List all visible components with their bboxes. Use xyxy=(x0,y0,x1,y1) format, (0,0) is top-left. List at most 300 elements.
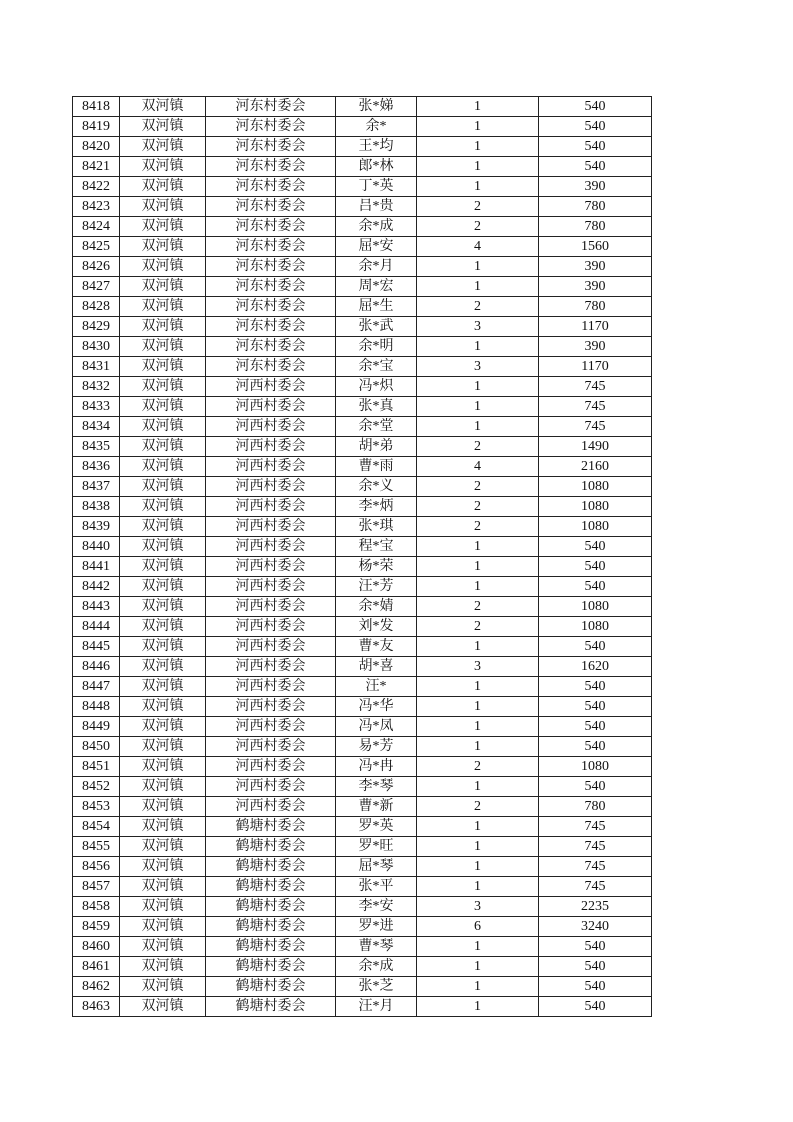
person-name-cell: 余*义 xyxy=(336,477,417,497)
row-number-cell: 8433 xyxy=(73,397,120,417)
village-committee-cell: 河西村委会 xyxy=(206,797,336,817)
town-cell: 双河镇 xyxy=(120,257,206,277)
town-cell: 双河镇 xyxy=(120,677,206,697)
household-count-cell: 1 xyxy=(417,957,539,977)
row-number-cell: 8453 xyxy=(73,797,120,817)
row-number-cell: 8443 xyxy=(73,597,120,617)
table-row xyxy=(73,377,652,397)
household-count-cell: 1 xyxy=(417,557,539,577)
row-number-cell: 8428 xyxy=(73,297,120,317)
amount-cell: 540 xyxy=(539,737,652,757)
row-number-cell: 8436 xyxy=(73,457,120,477)
village-committee-cell: 河东村委会 xyxy=(206,277,336,297)
household-count-cell: 2 xyxy=(417,617,539,637)
household-count-cell: 2 xyxy=(417,297,539,317)
person-name-cell: 曹*雨 xyxy=(336,457,417,477)
village-committee-cell: 河西村委会 xyxy=(206,617,336,637)
table-row xyxy=(73,557,652,577)
village-committee-cell: 鹤塘村委会 xyxy=(206,997,336,1017)
row-number-cell: 8439 xyxy=(73,517,120,537)
village-committee-cell: 鹤塘村委会 xyxy=(206,917,336,937)
row-number-cell: 8441 xyxy=(73,557,120,577)
row-number-cell: 8444 xyxy=(73,617,120,637)
amount-cell: 540 xyxy=(539,957,652,977)
town-cell: 双河镇 xyxy=(120,317,206,337)
table-row xyxy=(73,437,652,457)
town-cell: 双河镇 xyxy=(120,897,206,917)
table-row xyxy=(73,597,652,617)
row-number-cell: 8421 xyxy=(73,157,120,177)
village-committee-cell: 河西村委会 xyxy=(206,457,336,477)
row-number-cell: 8431 xyxy=(73,357,120,377)
table-row xyxy=(73,617,652,637)
town-cell: 双河镇 xyxy=(120,477,206,497)
amount-cell: 540 xyxy=(539,777,652,797)
row-number-cell: 8454 xyxy=(73,817,120,837)
table-row xyxy=(73,177,652,197)
amount-cell: 780 xyxy=(539,217,652,237)
household-count-cell: 1 xyxy=(417,857,539,877)
household-count-cell: 1 xyxy=(417,817,539,837)
table-row xyxy=(73,877,652,897)
table-row xyxy=(73,997,652,1017)
amount-cell: 390 xyxy=(539,177,652,197)
person-name-cell: 杨*荣 xyxy=(336,557,417,577)
row-number-cell: 8422 xyxy=(73,177,120,197)
amount-cell: 540 xyxy=(539,157,652,177)
town-cell: 双河镇 xyxy=(120,377,206,397)
town-cell: 双河镇 xyxy=(120,577,206,597)
village-committee-cell: 河西村委会 xyxy=(206,537,336,557)
table-row xyxy=(73,517,652,537)
amount-cell: 540 xyxy=(539,637,652,657)
amount-cell: 540 xyxy=(539,117,652,137)
amount-cell: 1080 xyxy=(539,597,652,617)
household-count-cell: 2 xyxy=(417,497,539,517)
village-committee-cell: 河西村委会 xyxy=(206,757,336,777)
amount-cell: 1080 xyxy=(539,497,652,517)
person-name-cell: 张*真 xyxy=(336,397,417,417)
household-count-cell: 1 xyxy=(417,257,539,277)
village-committee-cell: 鹤塘村委会 xyxy=(206,937,336,957)
row-number-cell: 8437 xyxy=(73,477,120,497)
person-name-cell: 屈*琴 xyxy=(336,857,417,877)
table-row xyxy=(73,97,652,117)
table-row xyxy=(73,757,652,777)
village-committee-cell: 河西村委会 xyxy=(206,677,336,697)
amount-cell: 1080 xyxy=(539,477,652,497)
town-cell: 双河镇 xyxy=(120,217,206,237)
amount-cell: 390 xyxy=(539,257,652,277)
household-count-cell: 1 xyxy=(417,877,539,897)
row-number-cell: 8438 xyxy=(73,497,120,517)
household-count-cell: 2 xyxy=(417,437,539,457)
amount-cell: 3240 xyxy=(539,917,652,937)
person-name-cell: 曹*新 xyxy=(336,797,417,817)
table-row xyxy=(73,577,652,597)
amount-cell: 540 xyxy=(539,697,652,717)
table-row xyxy=(73,677,652,697)
row-number-cell: 8419 xyxy=(73,117,120,137)
table-row xyxy=(73,817,652,837)
row-number-cell: 8455 xyxy=(73,837,120,857)
row-number-cell: 8449 xyxy=(73,717,120,737)
village-committee-cell: 河东村委会 xyxy=(206,157,336,177)
household-count-cell: 2 xyxy=(417,217,539,237)
village-committee-cell: 河东村委会 xyxy=(206,337,336,357)
person-name-cell: 张*芝 xyxy=(336,977,417,997)
village-committee-cell: 河东村委会 xyxy=(206,217,336,237)
row-number-cell: 8447 xyxy=(73,677,120,697)
row-number-cell: 8435 xyxy=(73,437,120,457)
amount-cell: 780 xyxy=(539,297,652,317)
amount-cell: 390 xyxy=(539,337,652,357)
row-number-cell: 8430 xyxy=(73,337,120,357)
table-row xyxy=(73,257,652,277)
table-row xyxy=(73,857,652,877)
row-number-cell: 8425 xyxy=(73,237,120,257)
row-number-cell: 8462 xyxy=(73,977,120,997)
village-committee-cell: 鹤塘村委会 xyxy=(206,817,336,837)
person-name-cell: 冯*冉 xyxy=(336,757,417,777)
town-cell: 双河镇 xyxy=(120,917,206,937)
table-row xyxy=(73,937,652,957)
table-row xyxy=(73,417,652,437)
person-name-cell: 张*琪 xyxy=(336,517,417,537)
household-count-cell: 3 xyxy=(417,897,539,917)
row-number-cell: 8424 xyxy=(73,217,120,237)
amount-cell: 540 xyxy=(539,557,652,577)
person-name-cell: 王*均 xyxy=(336,137,417,157)
town-cell: 双河镇 xyxy=(120,597,206,617)
town-cell: 双河镇 xyxy=(120,937,206,957)
household-count-cell: 1 xyxy=(417,337,539,357)
town-cell: 双河镇 xyxy=(120,997,206,1017)
household-count-cell: 3 xyxy=(417,657,539,677)
village-committee-cell: 河西村委会 xyxy=(206,557,336,577)
village-committee-cell: 河西村委会 xyxy=(206,437,336,457)
household-count-cell: 4 xyxy=(417,237,539,257)
table-row xyxy=(73,117,652,137)
row-number-cell: 8452 xyxy=(73,777,120,797)
village-committee-cell: 河东村委会 xyxy=(206,177,336,197)
row-number-cell: 8451 xyxy=(73,757,120,777)
row-number-cell: 8432 xyxy=(73,377,120,397)
table-row xyxy=(73,657,652,677)
row-number-cell: 8423 xyxy=(73,197,120,217)
person-name-cell: 张*平 xyxy=(336,877,417,897)
household-count-cell: 1 xyxy=(417,837,539,857)
village-committee-cell: 河西村委会 xyxy=(206,397,336,417)
row-number-cell: 8427 xyxy=(73,277,120,297)
person-name-cell: 罗*英 xyxy=(336,817,417,837)
household-count-cell: 1 xyxy=(417,577,539,597)
village-committee-cell: 河东村委会 xyxy=(206,257,336,277)
village-committee-cell: 河东村委会 xyxy=(206,137,336,157)
amount-cell: 780 xyxy=(539,797,652,817)
town-cell: 双河镇 xyxy=(120,397,206,417)
town-cell: 双河镇 xyxy=(120,557,206,577)
row-number-cell: 8426 xyxy=(73,257,120,277)
person-name-cell: 屈*安 xyxy=(336,237,417,257)
person-name-cell: 曹*琴 xyxy=(336,937,417,957)
household-count-cell: 2 xyxy=(417,477,539,497)
village-committee-cell: 河东村委会 xyxy=(206,117,336,137)
household-count-cell: 2 xyxy=(417,517,539,537)
household-count-cell: 1 xyxy=(417,697,539,717)
person-name-cell: 冯*凤 xyxy=(336,717,417,737)
town-cell: 双河镇 xyxy=(120,197,206,217)
village-committee-cell: 河西村委会 xyxy=(206,477,336,497)
village-committee-cell: 河西村委会 xyxy=(206,737,336,757)
town-cell: 双河镇 xyxy=(120,657,206,677)
town-cell: 双河镇 xyxy=(120,777,206,797)
household-count-cell: 2 xyxy=(417,797,539,817)
village-committee-cell: 河西村委会 xyxy=(206,497,336,517)
row-number-cell: 8440 xyxy=(73,537,120,557)
village-committee-cell: 鹤塘村委会 xyxy=(206,897,336,917)
household-count-cell: 1 xyxy=(417,937,539,957)
amount-cell: 1080 xyxy=(539,517,652,537)
person-name-cell: 罗*旺 xyxy=(336,837,417,857)
amount-cell: 540 xyxy=(539,137,652,157)
person-name-cell: 曹*友 xyxy=(336,637,417,657)
amount-cell: 540 xyxy=(539,677,652,697)
person-name-cell: 余*婧 xyxy=(336,597,417,617)
town-cell: 双河镇 xyxy=(120,497,206,517)
amount-cell: 2160 xyxy=(539,457,652,477)
amount-cell: 1620 xyxy=(539,657,652,677)
town-cell: 双河镇 xyxy=(120,277,206,297)
table-row xyxy=(73,237,652,257)
person-name-cell: 余*月 xyxy=(336,257,417,277)
person-name-cell: 李*琴 xyxy=(336,777,417,797)
household-count-cell: 1 xyxy=(417,717,539,737)
town-cell: 双河镇 xyxy=(120,237,206,257)
town-cell: 双河镇 xyxy=(120,437,206,457)
household-count-cell: 1 xyxy=(417,177,539,197)
amount-cell: 540 xyxy=(539,937,652,957)
village-committee-cell: 河西村委会 xyxy=(206,417,336,437)
table-row xyxy=(73,797,652,817)
person-name-cell: 冯*华 xyxy=(336,697,417,717)
table-row xyxy=(73,917,652,937)
village-committee-cell: 河西村委会 xyxy=(206,597,336,617)
village-committee-cell: 河西村委会 xyxy=(206,377,336,397)
town-cell: 双河镇 xyxy=(120,177,206,197)
town-cell: 双河镇 xyxy=(120,837,206,857)
town-cell: 双河镇 xyxy=(120,417,206,437)
amount-cell: 2235 xyxy=(539,897,652,917)
town-cell: 双河镇 xyxy=(120,517,206,537)
person-name-cell: 余*明 xyxy=(336,337,417,357)
amount-cell: 540 xyxy=(539,577,652,597)
table-row xyxy=(73,897,652,917)
person-name-cell: 郎*林 xyxy=(336,157,417,177)
person-name-cell: 李*安 xyxy=(336,897,417,917)
table-row xyxy=(73,137,652,157)
town-cell: 双河镇 xyxy=(120,537,206,557)
town-cell: 双河镇 xyxy=(120,297,206,317)
town-cell: 双河镇 xyxy=(120,957,206,977)
town-cell: 双河镇 xyxy=(120,617,206,637)
amount-cell: 1170 xyxy=(539,317,652,337)
village-committee-cell: 鹤塘村委会 xyxy=(206,977,336,997)
town-cell: 双河镇 xyxy=(120,737,206,757)
village-committee-cell: 河西村委会 xyxy=(206,697,336,717)
row-number-cell: 8458 xyxy=(73,897,120,917)
town-cell: 双河镇 xyxy=(120,817,206,837)
person-name-cell: 刘*发 xyxy=(336,617,417,637)
town-cell: 双河镇 xyxy=(120,457,206,477)
household-count-cell: 2 xyxy=(417,197,539,217)
person-name-cell: 周*宏 xyxy=(336,277,417,297)
person-name-cell: 汪* xyxy=(336,677,417,697)
household-count-cell: 1 xyxy=(417,637,539,657)
town-cell: 双河镇 xyxy=(120,977,206,997)
table-row xyxy=(73,497,652,517)
subsidy-table xyxy=(72,96,652,1017)
row-number-cell: 8442 xyxy=(73,577,120,597)
town-cell: 双河镇 xyxy=(120,757,206,777)
person-name-cell: 丁*英 xyxy=(336,177,417,197)
person-name-cell: 程*宝 xyxy=(336,537,417,557)
person-name-cell: 吕*贵 xyxy=(336,197,417,217)
village-committee-cell: 河东村委会 xyxy=(206,97,336,117)
village-committee-cell: 河东村委会 xyxy=(206,197,336,217)
village-committee-cell: 鹤塘村委会 xyxy=(206,877,336,897)
row-number-cell: 8460 xyxy=(73,937,120,957)
village-committee-cell: 河西村委会 xyxy=(206,657,336,677)
table-row xyxy=(73,157,652,177)
town-cell: 双河镇 xyxy=(120,697,206,717)
household-count-cell: 1 xyxy=(417,537,539,557)
table-body xyxy=(73,97,652,1017)
row-number-cell: 8459 xyxy=(73,917,120,937)
person-name-cell: 屈*生 xyxy=(336,297,417,317)
table-row xyxy=(73,217,652,237)
town-cell: 双河镇 xyxy=(120,337,206,357)
amount-cell: 540 xyxy=(539,537,652,557)
household-count-cell: 3 xyxy=(417,357,539,377)
village-committee-cell: 鹤塘村委会 xyxy=(206,837,336,857)
table-row xyxy=(73,197,652,217)
table-row xyxy=(73,397,652,417)
village-committee-cell: 河西村委会 xyxy=(206,637,336,657)
person-name-cell: 胡*弟 xyxy=(336,437,417,457)
person-name-cell: 易*芳 xyxy=(336,737,417,757)
town-cell: 双河镇 xyxy=(120,857,206,877)
table-row xyxy=(73,277,652,297)
row-number-cell: 8429 xyxy=(73,317,120,337)
row-number-cell: 8446 xyxy=(73,657,120,677)
amount-cell: 1490 xyxy=(539,437,652,457)
household-count-cell: 3 xyxy=(417,317,539,337)
village-committee-cell: 河东村委会 xyxy=(206,317,336,337)
row-number-cell: 8434 xyxy=(73,417,120,437)
person-name-cell: 汪*月 xyxy=(336,997,417,1017)
row-number-cell: 8450 xyxy=(73,737,120,757)
amount-cell: 540 xyxy=(539,717,652,737)
village-committee-cell: 河西村委会 xyxy=(206,577,336,597)
person-name-cell: 余*成 xyxy=(336,217,417,237)
household-count-cell: 1 xyxy=(417,277,539,297)
amount-cell: 745 xyxy=(539,417,652,437)
table-row xyxy=(73,717,652,737)
row-number-cell: 8448 xyxy=(73,697,120,717)
household-count-cell: 1 xyxy=(417,157,539,177)
person-name-cell: 余*堂 xyxy=(336,417,417,437)
village-committee-cell: 河西村委会 xyxy=(206,777,336,797)
table-row xyxy=(73,737,652,757)
table-row xyxy=(73,537,652,557)
amount-cell: 540 xyxy=(539,97,652,117)
amount-cell: 745 xyxy=(539,377,652,397)
person-name-cell: 余*成 xyxy=(336,957,417,977)
household-count-cell: 1 xyxy=(417,117,539,137)
person-name-cell: 李*炳 xyxy=(336,497,417,517)
table-row xyxy=(73,777,652,797)
town-cell: 双河镇 xyxy=(120,877,206,897)
row-number-cell: 8456 xyxy=(73,857,120,877)
person-name-cell: 张*娣 xyxy=(336,97,417,117)
amount-cell: 1560 xyxy=(539,237,652,257)
village-committee-cell: 鹤塘村委会 xyxy=(206,957,336,977)
person-name-cell: 罗*进 xyxy=(336,917,417,937)
person-name-cell: 汪*芳 xyxy=(336,577,417,597)
person-name-cell: 张*武 xyxy=(336,317,417,337)
amount-cell: 745 xyxy=(539,877,652,897)
table-row xyxy=(73,837,652,857)
table-row xyxy=(73,697,652,717)
row-number-cell: 8445 xyxy=(73,637,120,657)
table-row xyxy=(73,977,652,997)
village-committee-cell: 鹤塘村委会 xyxy=(206,857,336,877)
amount-cell: 745 xyxy=(539,857,652,877)
person-name-cell: 冯*炽 xyxy=(336,377,417,397)
village-committee-cell: 河西村委会 xyxy=(206,517,336,537)
town-cell: 双河镇 xyxy=(120,637,206,657)
amount-cell: 1170 xyxy=(539,357,652,377)
village-committee-cell: 河东村委会 xyxy=(206,237,336,257)
household-count-cell: 1 xyxy=(417,997,539,1017)
household-count-cell: 1 xyxy=(417,677,539,697)
household-count-cell: 6 xyxy=(417,917,539,937)
table-row xyxy=(73,317,652,337)
household-count-cell: 1 xyxy=(417,737,539,757)
household-count-cell: 2 xyxy=(417,757,539,777)
village-committee-cell: 河西村委会 xyxy=(206,717,336,737)
village-committee-cell: 河东村委会 xyxy=(206,357,336,377)
row-number-cell: 8457 xyxy=(73,877,120,897)
row-number-cell: 8463 xyxy=(73,997,120,1017)
household-count-cell: 4 xyxy=(417,457,539,477)
town-cell: 双河镇 xyxy=(120,357,206,377)
person-name-cell: 胡*喜 xyxy=(336,657,417,677)
amount-cell: 540 xyxy=(539,977,652,997)
town-cell: 双河镇 xyxy=(120,97,206,117)
amount-cell: 1080 xyxy=(539,617,652,637)
household-count-cell: 1 xyxy=(417,397,539,417)
household-count-cell: 2 xyxy=(417,597,539,617)
amount-cell: 1080 xyxy=(539,757,652,777)
row-number-cell: 8420 xyxy=(73,137,120,157)
town-cell: 双河镇 xyxy=(120,137,206,157)
amount-cell: 745 xyxy=(539,817,652,837)
town-cell: 双河镇 xyxy=(120,717,206,737)
amount-cell: 780 xyxy=(539,197,652,217)
row-number-cell: 8461 xyxy=(73,957,120,977)
